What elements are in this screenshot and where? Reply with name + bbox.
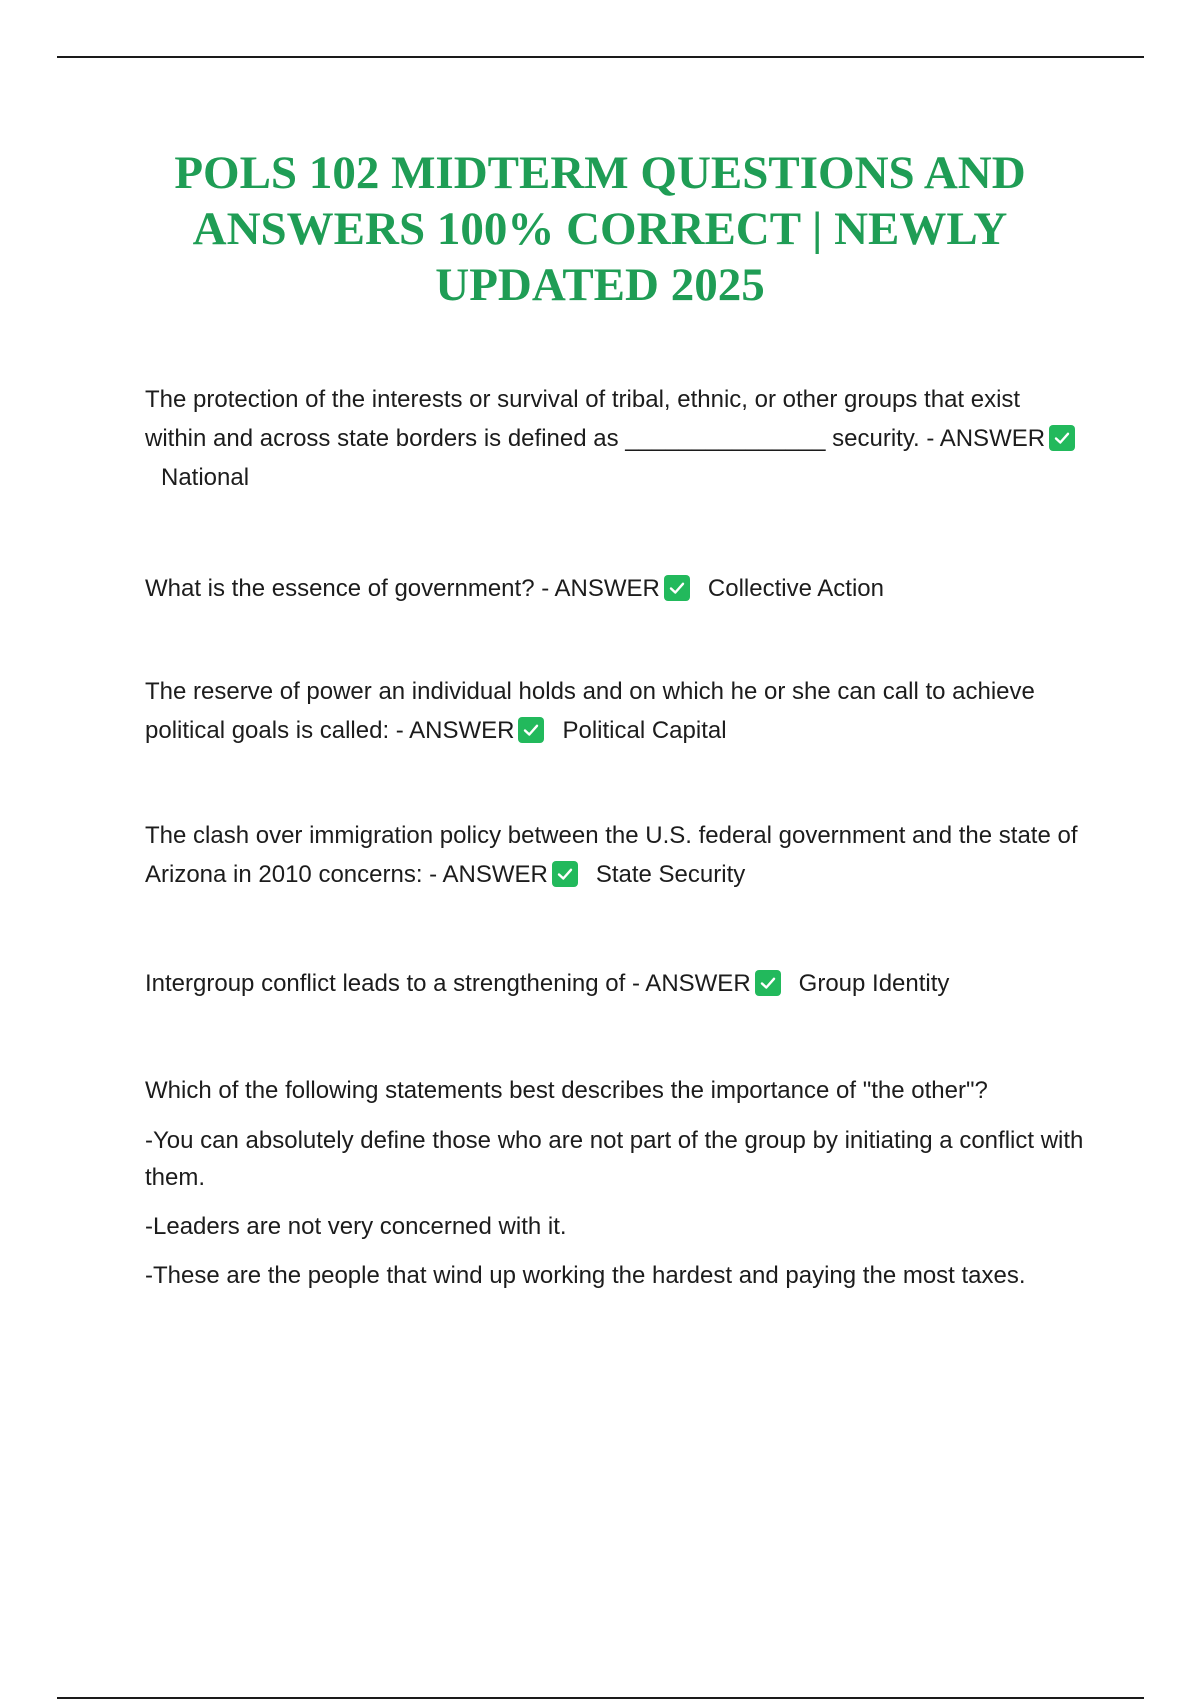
answer-option: -You can absolutely define those who are not part of the group by initiating a conflict with them.	[145, 1127, 1084, 1191]
top-rule	[57, 56, 1144, 58]
answer-text: Group Identity	[798, 970, 950, 997]
answer-option: -These are the people that wind up working the hardest and paying the most taxes.	[145, 1262, 1026, 1289]
check-mark-icon	[1049, 425, 1075, 451]
document-title: POLS 102 MIDTERM QUESTIONS AND ANSWERS 100% CORRECT | NEWLY UPDATED 2025	[174, 147, 1026, 311]
question-text: The reserve of power an individual holds and on which he or she can call to achieve political goals is called: - ANSWER	[145, 678, 1035, 744]
question-text: Intergroup conflict leads to a strengthening of - ANSWER	[145, 970, 751, 997]
bottom-rule	[57, 1697, 1144, 1699]
question-text: What is the essence of government? - ANSWER	[145, 575, 660, 602]
check-mark-icon	[552, 861, 578, 887]
check-mark-icon	[518, 717, 544, 743]
answer-text: Political Capital	[562, 717, 727, 744]
qa-item	[145, 380, 1085, 497]
question-text: The clash over immigration policy between the U.S. federal government and the state of Arizona in 2010 concerns: - ANSWER	[145, 822, 1078, 888]
qa-item	[145, 816, 1085, 894]
answer-text: National	[161, 464, 250, 491]
qa-item	[145, 964, 1085, 1003]
last-question-text: Which of the following statements best describes the importance of "the other"?	[145, 1077, 988, 1104]
check-mark-icon	[664, 575, 690, 601]
document-body	[145, 380, 1085, 1294]
answer-text: State Security	[595, 861, 746, 888]
qa-item	[145, 672, 1085, 750]
qa-item	[145, 569, 1085, 608]
question-text: The protection of the interests or survival of tribal, ethnic, or other groups that exist within and across state borders is defined as _______________ security. - ANSWER	[145, 386, 1046, 452]
check-mark-icon	[755, 970, 781, 996]
answer-text: Collective Action	[707, 575, 884, 602]
answer-option: -Leaders are not very concerned with it.	[145, 1213, 567, 1240]
